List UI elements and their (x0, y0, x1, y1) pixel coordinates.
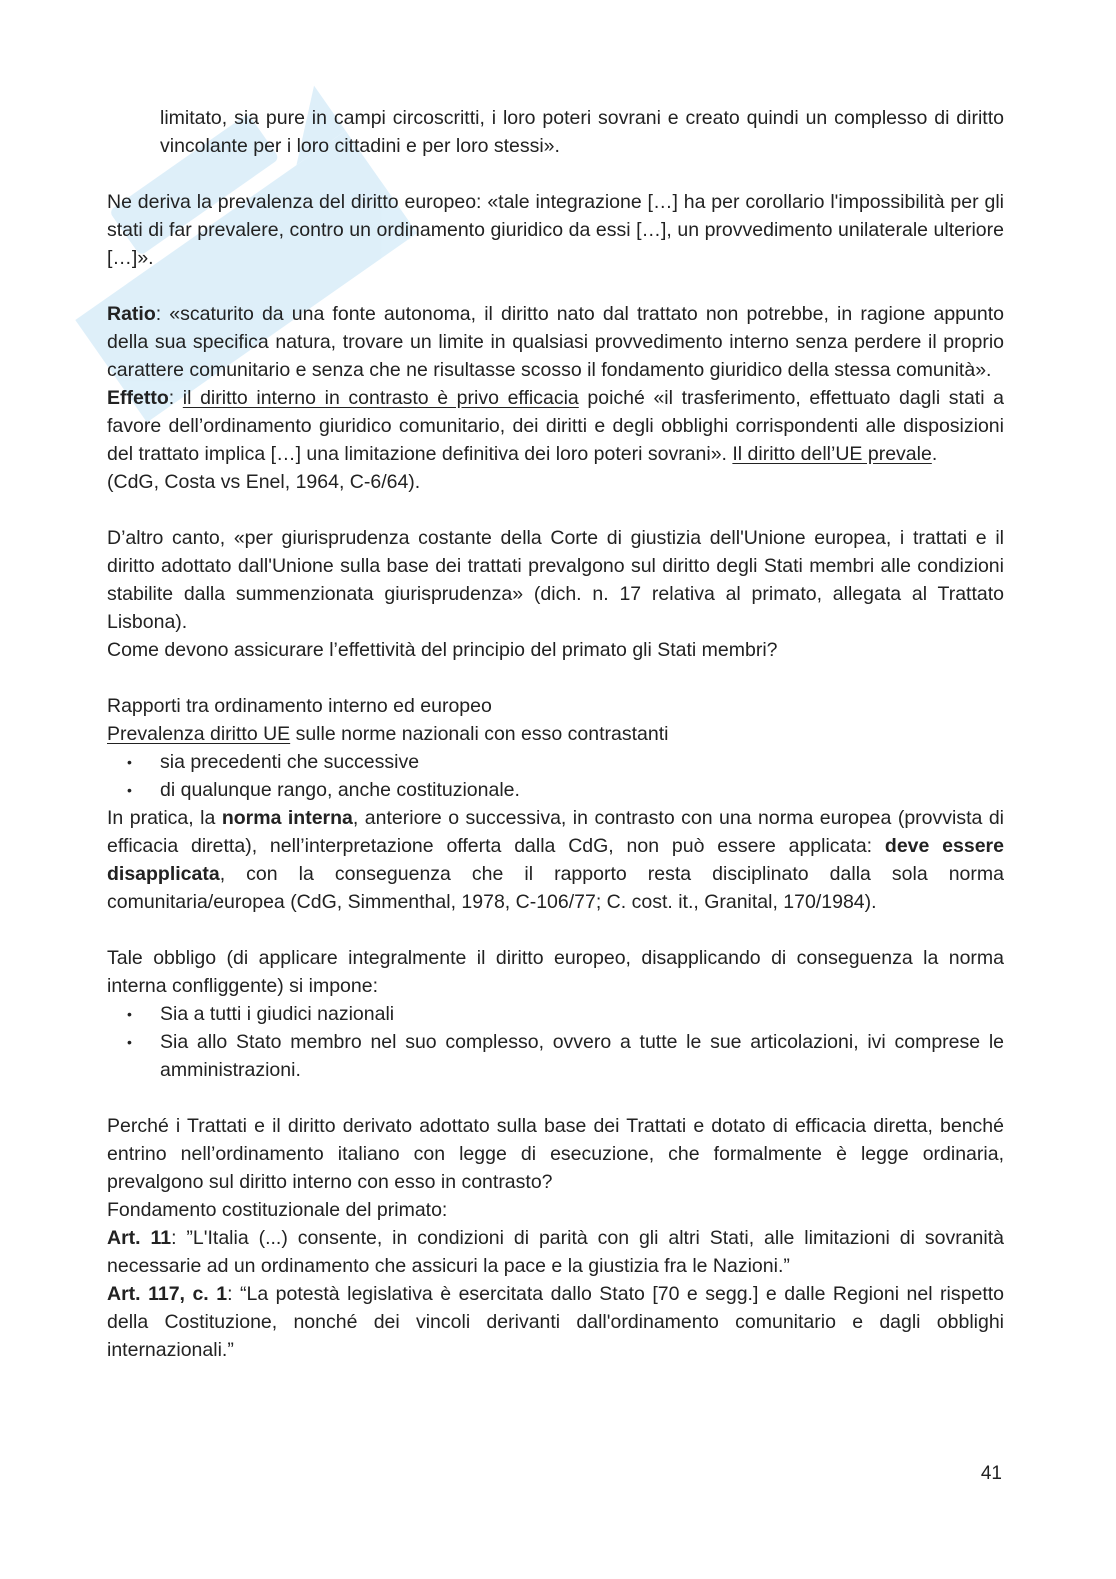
page-number: 41 (980, 1463, 1002, 1484)
paragraph-art-11: Art. 11: ”L'Italia (...) consente, in condizioni di parità con gli altri Stati, alle limitazioni di sovranità necessarie ad un ordinamento che assicuri la pace e la giustizia fra le Nazioni.” (107, 1227, 1004, 1277)
paragraph-effetto: Effetto: il diritto interno in contrasto è privo efficacia poiché «il trasferimento, effettuato dagli stati a favore dell’ordinamento giuridico comunitario, dei diritti e degli obblighi corrispondenti alle disposizioni del trattato implica […] una limitazione definitiva dei loro poteri sovrani». Il diritto dell’UE prevale. (107, 387, 1005, 465)
underline-privo-efficacia: il diritto interno in contrasto è privo efficacia (182, 387, 579, 409)
bullet-list-obbligo (107, 1000, 1004, 1084)
paragraph-altro-canto: D’altro canto, «per giurisprudenza costante della Corte di giustizia dell'Unione europea, i trattati e il diritto adottato dall'Unione sulla base dei trattati prevalgono sul diritto degli Stati membri alle condizioni stabilite dalla summenzionata giurisprudenza» (dich. n. 17 relativa al primato, allegata al Trattato Lisbona). (107, 527, 1004, 633)
paragraph-quote-continuation: limitato, sia pure in campi circoscritti, i loro poteri sovrani e creato quindi un complesso di diritto vincolante per i loro cittadini e per loro stessi». (160, 107, 1004, 157)
paragraph-in-pratica: In pratica, la norma interna, anteriore o successiva, in contrasto con una norma europea (provvista di efficacia diretta), nell’interpretazione offerta dalla CdG, non può essere applicata: deve essere disapplicata, con la conseguenza che il rapporto resta disciplinato dalla sola norma comunitaria/europea (CdG, Simmenthal, 1978, C-106/77; C. cost. it., Granital, 170/1984). (107, 807, 1005, 913)
document-page (107, 104, 1004, 1364)
paragraph-fondamento: Fondamento costituzionale del primato: (107, 1199, 448, 1221)
label-art-117: Art. 117, c. 1 (107, 1283, 228, 1305)
underline-prevalenza-ue: Prevalenza diritto UE (107, 723, 291, 745)
paragraph-citation-costa-enel: (CdG, Costa vs Enel, 1964, C-6/64). (107, 471, 421, 493)
underline-diritto-ue-prevale: Il diritto dell’UE prevale (732, 443, 932, 465)
bold-disapplicata: deve essere disapplicata (107, 835, 1004, 885)
label-effetto: Effetto (107, 387, 169, 409)
list-item: • Sia allo Stato membro nel suo complesso, ovvero a tutte le sue articolazioni, ivi comprese le amministrazioni. (107, 1028, 1004, 1084)
heading-rapporti: Rapporti tra ordinamento interno ed europeo (107, 695, 492, 717)
paragraph-prevalenza-ue: Prevalenza diritto UE sulle norme nazionali con esso contrastanti (107, 723, 669, 745)
label-ratio: Ratio (107, 303, 156, 325)
bold-norma-interna: norma interna (221, 807, 353, 829)
paragraph-ratio: Ratio: «scaturito da una fonte autonoma, il diritto nato dal trattato non potrebbe, in ragione appunto della sua specifica natura, trovare un limite in qualsiasi provvedimento interno senza perdere il proprio carattere comunitario e senza che ne risultasse scosso il fondamento giuridico della stessa comunità». (107, 303, 1004, 381)
paragraph-art-117: Art. 117, c. 1: “La potestà legislativa è esercitata dallo Stato [70 e segg.] e dalle Regioni nel rispetto della Costituzione, nonché dei vincoli derivanti dall'ordinamento comunitario e dagli obblighi internazionali.” (107, 1283, 1004, 1361)
list-item: • di qualunque rango, anche costituzionale. (107, 776, 1004, 804)
bullet-list-norme (107, 748, 1004, 804)
list-item: • Sia a tutti i giudici nazionali (107, 1000, 1004, 1028)
label-art-11: Art. 11 (107, 1227, 172, 1249)
paragraph-question-effettivita: Come devono assicurare l’effettività del principio del primato gli Stati membri? (107, 639, 778, 661)
list-item: • sia precedenti che successive (107, 748, 1004, 776)
paragraph-prevalenza: Ne deriva la prevalenza del diritto europeo: «tale integrazione […] ha per corollario l'impossibilità per gli stati di far prevalere, contro un ordinamento giuridico da essi […], un provvedimento unilaterale ulteriore […]». (107, 191, 1004, 269)
paragraph-perche-trattati: Perché i Trattati e il diritto derivato adottato sulla base dei Trattati e dotato di efficacia diretta, benché entrino nell’ordinamento italiano con legge di esecuzione, che formalmente è legge ordinaria, prevalgono sul diritto interno con esso in contrasto? (107, 1115, 1004, 1193)
paragraph-tale-obbligo: Tale obbligo (di applicare integralmente il diritto europeo, disapplicando di conseguenza la norma interna confliggente) si impone: (107, 947, 1004, 997)
